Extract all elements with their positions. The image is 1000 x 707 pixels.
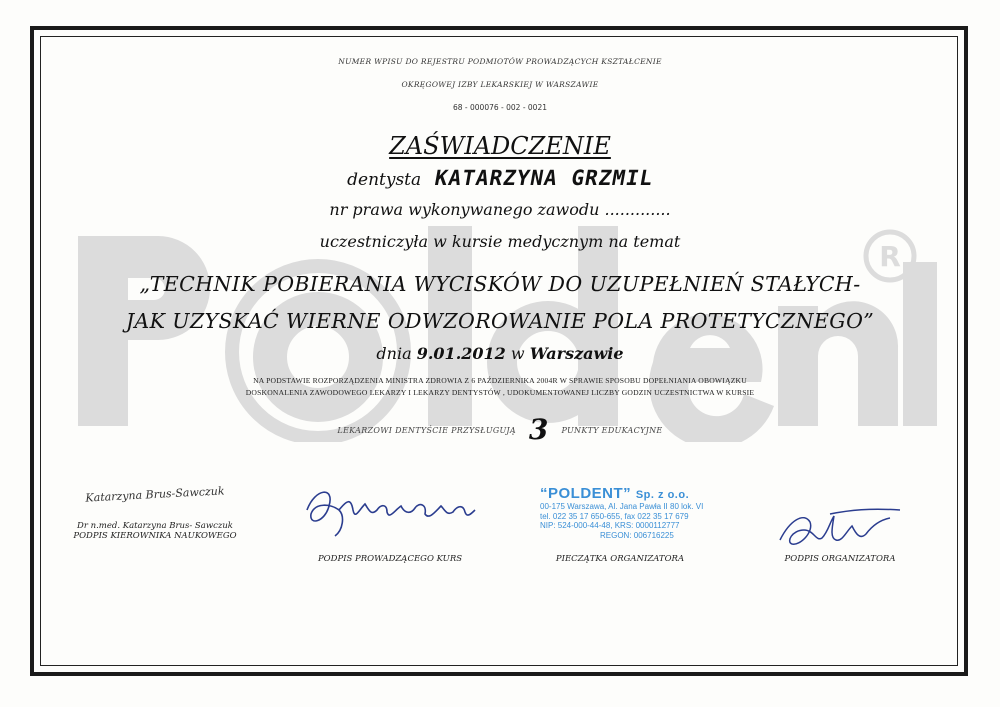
organizer-stamp-block (520, 554, 720, 564)
recipient-line (0, 166, 1000, 190)
register-line-2: OKRĘGOWEJ IZBY LEKARSKIEJ W WARSZAWIE (401, 80, 599, 89)
course-leader-caption: PODPIS PROWADZĄCEGO KURS (317, 554, 463, 564)
course-topic-line-2: JAK UZYSKAĆ WIERNE ODWZOROWANIE POLA PROTETYCZNEGO” (125, 309, 875, 333)
stamp-suffix: Sp. z o.o. (635, 489, 690, 501)
recipient-name: KATARZYNA GRZMIL (432, 166, 655, 190)
stamp-phone: tel. 022 35 17 650-655, fax 022 35 17 679 (540, 511, 689, 521)
course-leader-signature-block (290, 554, 490, 564)
organizer-stamp-caption: PIECZĄTKA ORGANIZATORA (555, 554, 685, 564)
stamp-regon: REGON: 006716225 (600, 530, 674, 540)
education-points-line (0, 413, 1000, 446)
date-prefix: dnia (376, 344, 412, 363)
stamp-company (540, 485, 718, 502)
stamp-name: “POLDENT” (540, 485, 632, 502)
register-number: 68 - 000076 - 002 - 0021 (453, 103, 547, 112)
register-line-1: NUMER WPISU DO REJESTRU PODMIOTÓW PROWADZĄCYCH KSZTAŁCENIE (338, 57, 662, 66)
scientific-director-handwritten-signature: Katarzyna Brus-Sawczuk (85, 484, 225, 505)
participation-line: uczestniczyła w kursie medycznym na temat (319, 232, 681, 251)
certificate-title: ZAŚWIADCZENIE (389, 132, 611, 160)
recipient-prefix: dentysta (347, 170, 422, 190)
stamp-address: 00-175 Warszawa, Al. Jana Pawła II 80 lok. VI (540, 502, 704, 511)
points-prefix: LEKARZOWI DENTYŚCIE PRZYSŁUGUJĄ (337, 426, 516, 435)
scientific-director-caption: PODPIS KIEROWNIKA NAUKOWEGO (73, 531, 237, 541)
points-value: 3 (528, 413, 549, 446)
organizer-signature-caption: PODPIS ORGANIZATORA (784, 554, 896, 564)
course-date: 9.01.2012 (416, 344, 506, 363)
organizer-stamp (540, 485, 718, 540)
course-leader-signature (295, 480, 485, 540)
date-line (0, 344, 1000, 363)
legal-basis-line-2: DOSKONALENIA ZAWODOWEGO LEKARZY I LEKARZY DENTYSTÓW , UDOKUMENTOWANEJ LICZBY GODZIN UCZESTNICTWA W KURSIE (245, 388, 755, 397)
organizer-signature-block (750, 554, 930, 564)
stamp-ids: NIP: 524-000-44-48, KRS: 0000112777 (540, 521, 680, 530)
points-suffix: PUNKTY EDUKACYJNE (561, 426, 663, 435)
date-middle: w (510, 344, 525, 363)
scientific-director-signature-block (60, 484, 250, 541)
registered-mark: R (879, 240, 901, 273)
course-place: Warszawie (529, 344, 624, 363)
scientific-director-name: Dr n.med. Katarzyna Brus- Sawczuk (77, 521, 233, 531)
legal-basis-line-1: NA PODSTAWIE ROZPORZĄDZENIA MINISTRA ZDROWIA Z 6 PAŹDZIERNIKA 2004R W SPRAWIE SPOSOBU DOPEŁNIANIA OBOWIĄZKU (253, 376, 747, 385)
organizer-signature (770, 500, 920, 555)
course-topic-line-1: „TECHNIK POBIERANIA WYCISKÓW DO UZUPEŁNIEŃ STAŁYCH- (139, 272, 861, 296)
license-line: nr prawa wykonywanego zawodu ............. (329, 200, 671, 219)
